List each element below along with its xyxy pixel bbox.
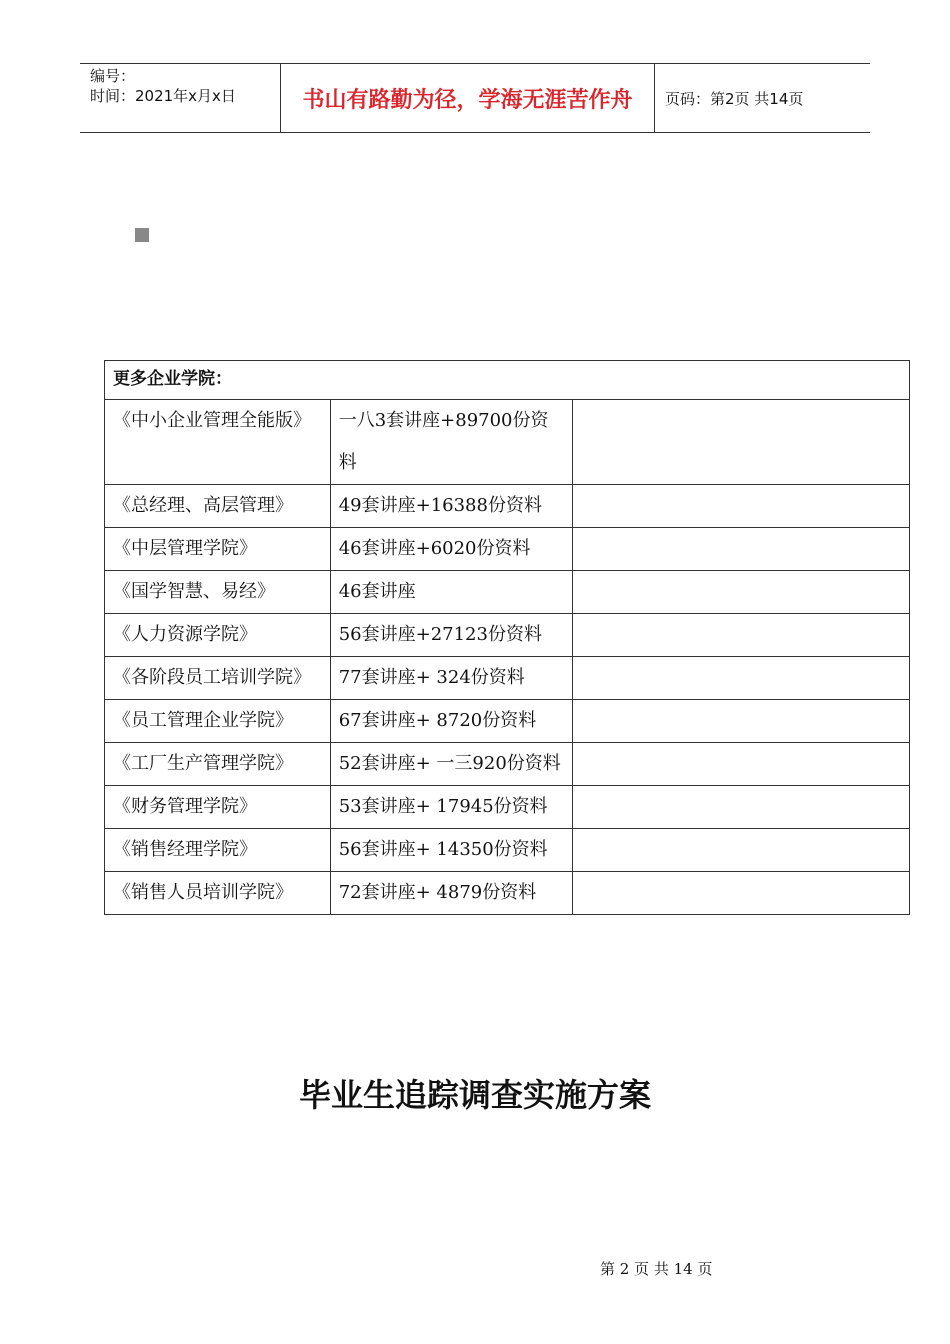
header-page-info: 页码：第2页 共14页 bbox=[665, 89, 804, 108]
table-cell-extra bbox=[573, 743, 910, 786]
table-cell-content: 一八3套讲座+89700份资料 bbox=[330, 400, 573, 485]
document-number-label: 编号： bbox=[90, 67, 136, 85]
table-cell-extra bbox=[573, 872, 910, 915]
table-row bbox=[105, 485, 910, 528]
table-cell-content: 46套讲座+6020份资料 bbox=[330, 528, 573, 571]
table-row bbox=[105, 571, 910, 614]
table-row bbox=[105, 700, 910, 743]
square-bullet-icon bbox=[135, 228, 149, 242]
page-footer: 第 2 页 共 14 页 bbox=[600, 1260, 713, 1278]
table-cell-extra bbox=[573, 485, 910, 528]
table-cell-name: 《销售经理学院》 bbox=[105, 829, 331, 872]
table-cell-name: 《销售人员培训学院》 bbox=[105, 872, 331, 915]
table-cell-content: 49套讲座+16388份资料 bbox=[330, 485, 573, 528]
table-cell-content: 56套讲座+27123份资料 bbox=[330, 614, 573, 657]
table-row bbox=[105, 829, 910, 872]
table-cell-content: 53套讲座+ 17945份资料 bbox=[330, 786, 573, 829]
page-header bbox=[80, 63, 870, 133]
table-cell-name: 《员工管理企业学院》 bbox=[105, 700, 331, 743]
table-cell-name: 《工厂生产管理学院》 bbox=[105, 743, 331, 786]
table-cell-content: 77套讲座+ 324份资料 bbox=[330, 657, 573, 700]
table-cell-extra bbox=[573, 786, 910, 829]
header-motto: 书山有路勤为径，学海无涯苦作舟 bbox=[281, 64, 655, 132]
table-cell-content: 52套讲座+ 一三920份资料 bbox=[330, 743, 573, 786]
academy-table bbox=[104, 360, 910, 915]
table-row bbox=[105, 872, 910, 915]
table-row bbox=[105, 657, 910, 700]
table-row bbox=[105, 786, 910, 829]
table-cell-extra bbox=[573, 657, 910, 700]
table-cell-name: 《国学智慧、易经》 bbox=[105, 571, 331, 614]
table-row bbox=[105, 743, 910, 786]
table-cell-extra bbox=[573, 528, 910, 571]
table-cell-content: 67套讲座+ 8720份资料 bbox=[330, 700, 573, 743]
document-title: 毕业生追踪调查实施方案 bbox=[298, 1076, 651, 1114]
table-row bbox=[105, 614, 910, 657]
table-cell-content: 46套讲座 bbox=[330, 571, 573, 614]
table-cell-name: 《总经理、高层管理》 bbox=[105, 485, 331, 528]
table-cell-content: 56套讲座+ 14350份资料 bbox=[330, 829, 573, 872]
table-cell-content: 72套讲座+ 4879份资料 bbox=[330, 872, 573, 915]
table-cell-extra bbox=[573, 700, 910, 743]
table-cell-extra bbox=[573, 571, 910, 614]
table-cell-name: 《财务管理学院》 bbox=[105, 786, 331, 829]
table-row bbox=[105, 528, 910, 571]
table-heading-row bbox=[105, 361, 910, 400]
table-cell-name: 《各阶段员工培训学院》 bbox=[105, 657, 331, 700]
table-cell-extra bbox=[573, 829, 910, 872]
table-row bbox=[105, 400, 910, 485]
table-cell-name: 《中小企业管理全能版》 bbox=[105, 400, 331, 485]
header-meta bbox=[80, 64, 281, 132]
table-heading: 更多企业学院： bbox=[105, 361, 910, 400]
table-cell-name: 《人力资源学院》 bbox=[105, 614, 331, 657]
document-time-label: 时间：2021年x月x日 bbox=[90, 87, 236, 105]
table-cell-extra bbox=[573, 614, 910, 657]
table-cell-extra bbox=[573, 400, 910, 485]
table-cell-name: 《中层管理学院》 bbox=[105, 528, 331, 571]
